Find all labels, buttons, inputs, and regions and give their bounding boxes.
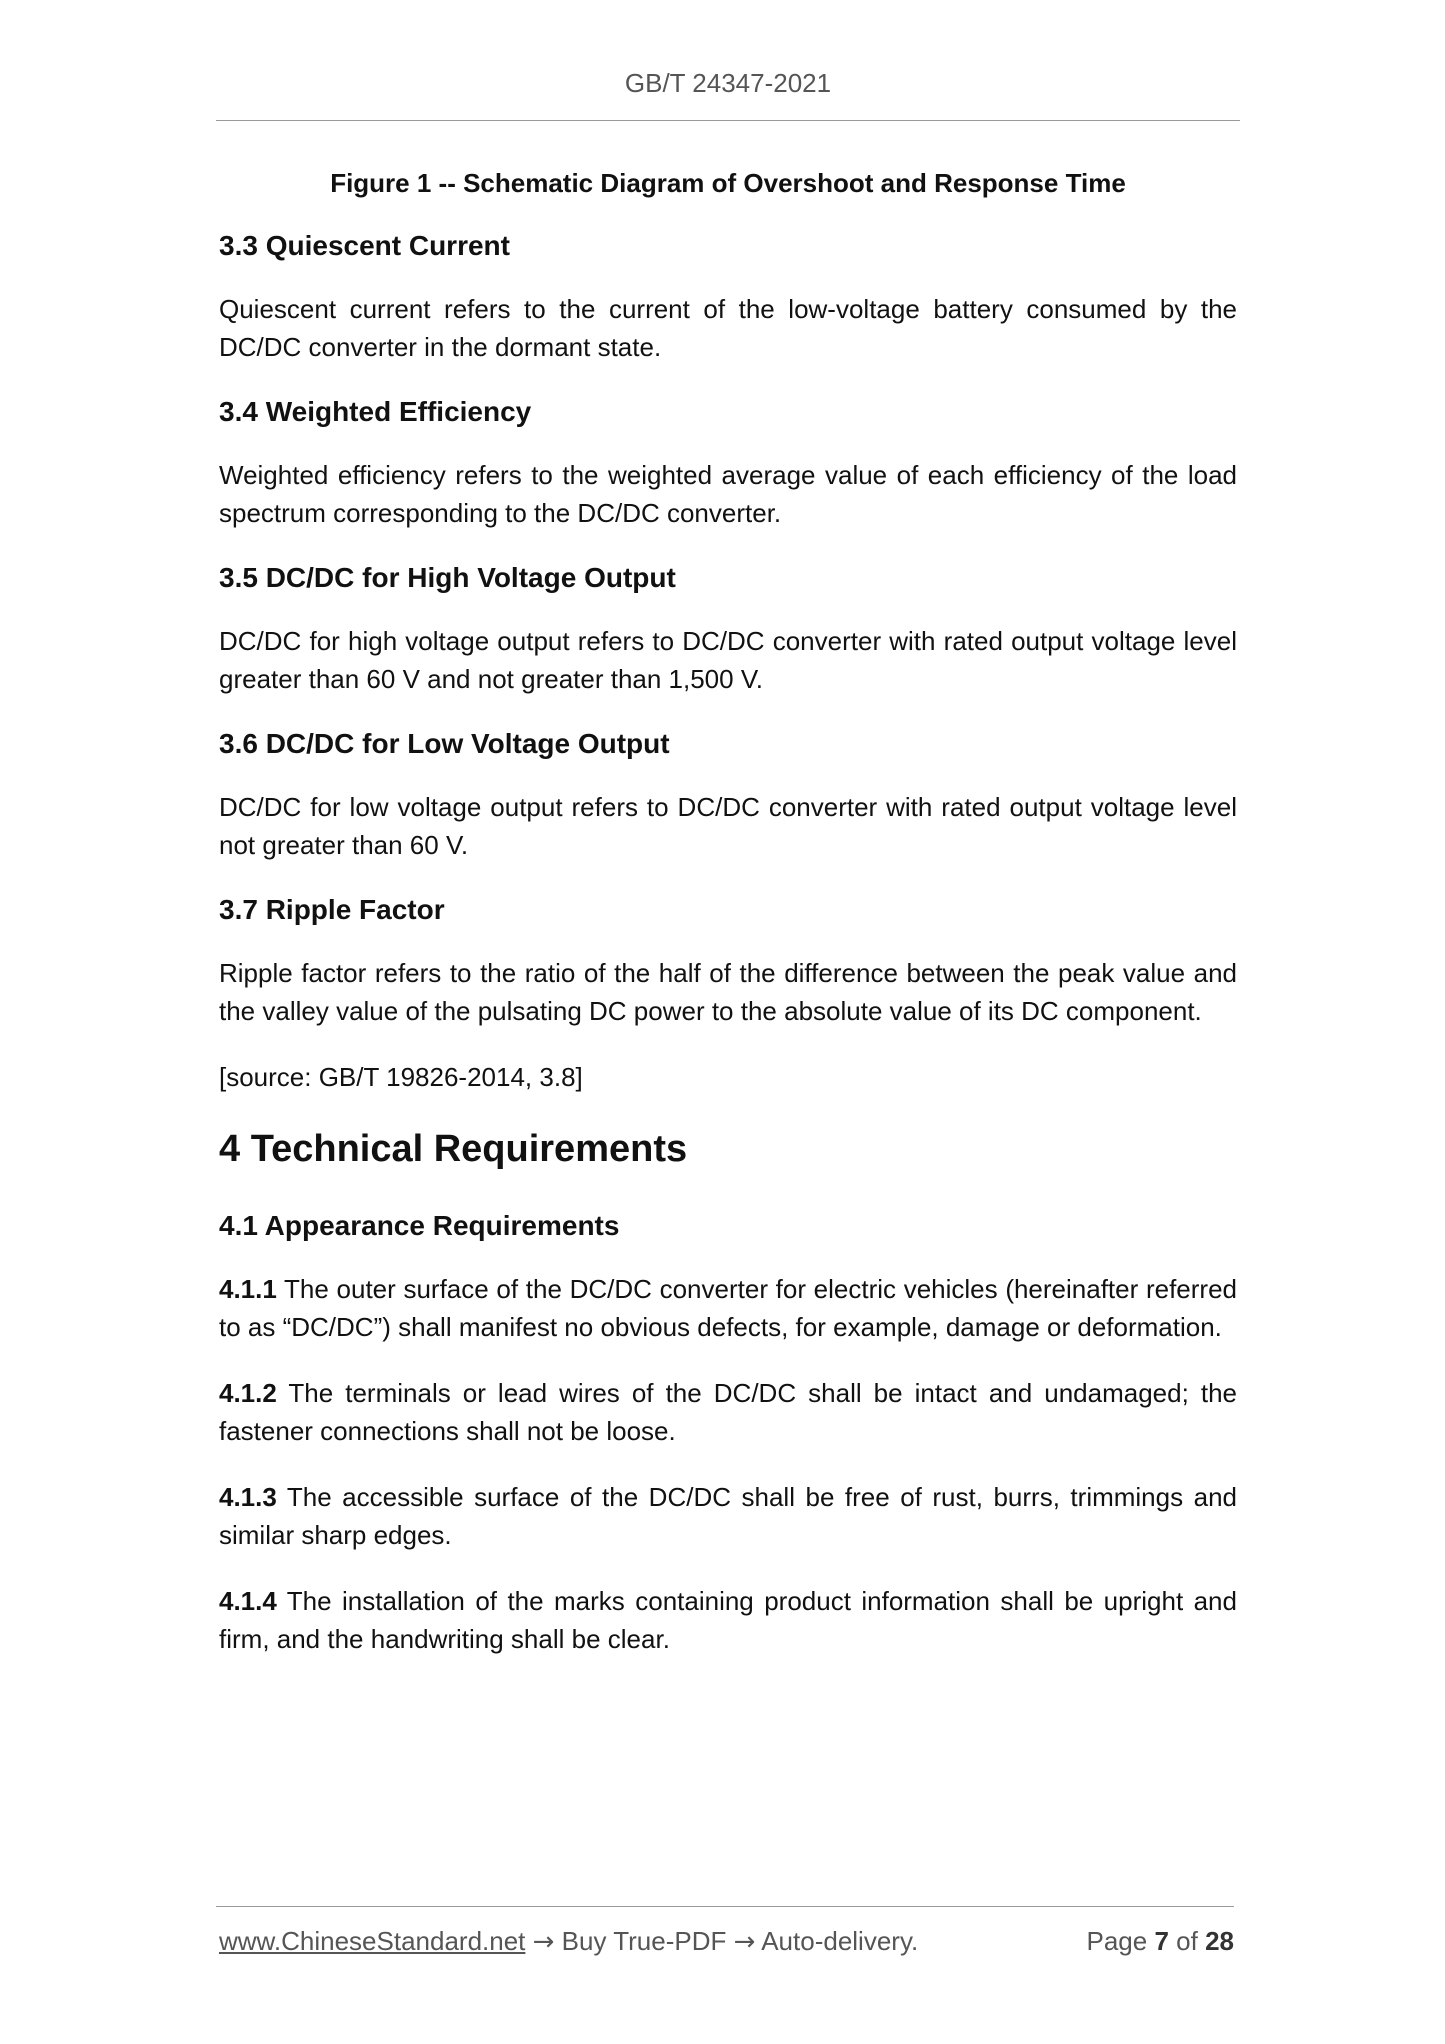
clause-4-1-1 <box>219 1270 1237 1346</box>
clause-text: The accessible surface of the DC/DC shall be free of rust, burrs, trimmings and similar sharp edges. <box>219 1482 1237 1550</box>
clause-text: The outer surface of the DC/DC converter for electric vehicles (hereinafter referred to as “DC/DC”) shall manifest no obvious defects, for example, damage or deformation. <box>219 1274 1237 1342</box>
source-citation: [source: GB/T 19826-2014, 3.8] <box>219 1062 583 1092</box>
section-heading-3-6: 3.6 DC/DC for Low Voltage Output <box>219 728 670 759</box>
website-link[interactable]: www.ChineseStandard.net <box>219 1926 526 1956</box>
section-heading-3-4: 3.4 Weighted Efficiency <box>219 396 532 427</box>
section-text-3-4: Weighted efficiency refers to the weighted average value of each efficiency of the load spectrum corresponding to the DC/DC converter. <box>219 460 1237 528</box>
figure-caption: Figure 1 -- Schematic Diagram of Overshoot and Response Time <box>330 168 1126 198</box>
clause-text: The installation of the marks containing product information shall be upright and firm, and the handwriting shall be clear. <box>219 1586 1237 1654</box>
section-heading-3-5: 3.5 DC/DC for High Voltage Output <box>219 562 676 593</box>
page-label: Page <box>1086 1926 1148 1956</box>
section-heading-4-1: 4.1 Appearance Requirements <box>219 1210 620 1241</box>
page-header: GB/T 24347-2021 <box>624 68 832 98</box>
page-footer <box>219 1926 1234 1957</box>
of-label: of <box>1176 1926 1198 1956</box>
header-divider <box>216 120 1240 121</box>
page-content <box>219 164 1237 1686</box>
clause-number: 4.1.1 <box>219 1274 277 1304</box>
page-indicator <box>1086 1926 1234 1957</box>
footer-divider <box>216 1906 1234 1907</box>
clause-number: 4.1.2 <box>219 1378 277 1408</box>
buy-text: Buy True-PDF <box>561 1926 727 1956</box>
clause-4-1-4 <box>219 1582 1237 1658</box>
page-number: 7 <box>1154 1926 1169 1956</box>
section-heading-3-7: 3.7 Ripple Factor <box>219 894 445 925</box>
chapter-heading-4: 4 Technical Requirements <box>219 1128 688 1170</box>
arrow-right-icon: → <box>733 1927 756 1957</box>
clause-4-1-2 <box>219 1374 1237 1450</box>
section-text-3-3: Quiescent current refers to the current of the low-voltage battery consumed by the DC/DC converter in the dormant state. <box>219 294 1237 362</box>
arrow-right-icon: → <box>532 1927 555 1957</box>
clause-4-1-3 <box>219 1478 1237 1554</box>
section-text-3-5: DC/DC for high voltage output refers to DC/DC converter with rated output voltage level greater than 60 V and not greater than 1,500 V. <box>219 626 1237 694</box>
section-text-3-7: Ripple factor refers to the ratio of the half of the difference between the peak value and the valley value of the pulsating DC power to the absolute value of its DC component. <box>219 958 1237 1026</box>
clause-number: 4.1.4 <box>219 1586 277 1616</box>
section-text-3-6: DC/DC for low voltage output refers to DC/DC converter with rated output voltage level not greater than 60 V. <box>219 792 1237 860</box>
section-heading-3-3: 3.3 Quiescent Current <box>219 230 510 261</box>
clause-text: The terminals or lead wires of the DC/DC shall be intact and undamaged; the fastener connections shall not be loose. <box>219 1378 1237 1446</box>
delivery-text: Auto-delivery. <box>761 1926 919 1956</box>
clause-number: 4.1.3 <box>219 1482 277 1512</box>
page-total: 28 <box>1205 1926 1234 1956</box>
